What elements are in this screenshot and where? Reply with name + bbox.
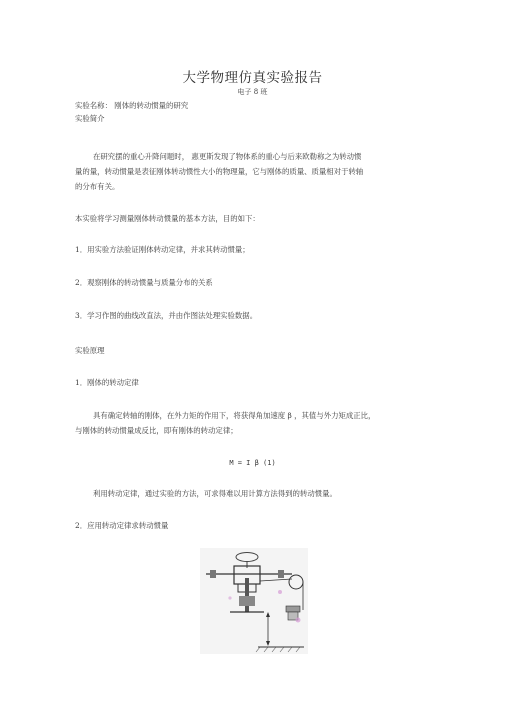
principle-sub-2: 2．应用转动定律求转动惯量 <box>75 521 169 530</box>
formula: M = I β (1) <box>229 459 276 467</box>
purpose-item-1: 1．用实验方法验证刚体转动定律，并求其转动惯量； <box>75 245 250 254</box>
principle-para2: 利用转动定律，通过实验的方法，可求得难以用计算方法得到的转动惯量。 <box>93 489 337 498</box>
experiment-name: 实验名称： 刚体的转动惯量的研究 <box>75 101 189 110</box>
left-weight <box>210 570 216 578</box>
class-label: 电子 8 班 <box>237 88 268 96</box>
intro-line-2: 量的量，转动惯量是表征刚体转动惯性大小的物理量，它与刚体的质量、质量相对于转轴 <box>75 167 364 176</box>
purpose-item-3: 3．学习作图的曲线改直法，并由作图法处理实验数据。 <box>75 311 258 320</box>
principle-para1-line-2: 与刚体的转动惯量成反比，即有刚体的转动定律； <box>75 426 238 435</box>
axle <box>245 578 249 612</box>
hanging-mass <box>286 606 300 612</box>
purpose-lead: 本实验将学习测量刚体转动惯量的基本方法，目的如下： <box>75 214 260 223</box>
intro-line-1: 在研究摆的重心升降问题时， 惠更斯发现了物体系的重心与后来欧勒称之为转动惯 <box>93 152 362 161</box>
principle-para1-line-1: 具有确定转轴的刚体，在外力矩的作用下，将获得角加速度 β ，其值与外力矩成正比， <box>93 411 376 420</box>
intro-line-3: 的分布有关。 <box>75 182 120 191</box>
apparatus-diagram <box>200 548 308 654</box>
base-block <box>239 596 255 606</box>
principle-heading: 实验原理 <box>75 346 105 355</box>
intro-heading: 实验简介 <box>75 114 105 123</box>
page-title: 大学物理仿真实验报告 <box>182 70 323 86</box>
principle-sub-1: 1．刚体的转动定律 <box>75 378 139 387</box>
purpose-item-2: 2．观察刚体的转动惯量与质量分布的关系 <box>75 278 213 287</box>
right-weight <box>278 570 284 578</box>
